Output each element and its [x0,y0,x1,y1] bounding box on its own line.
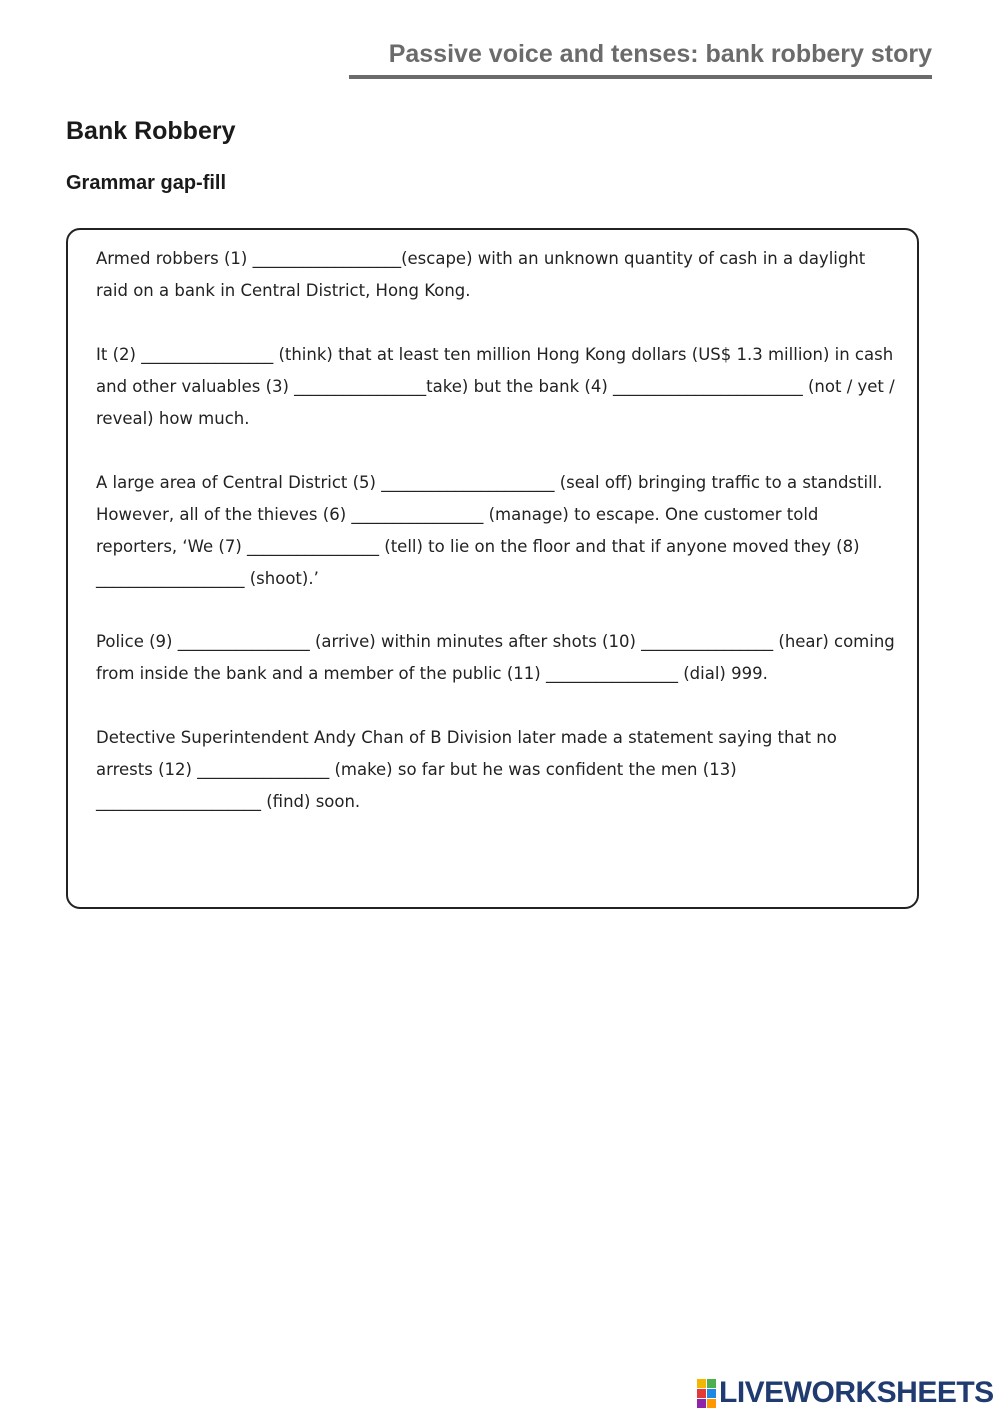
exercise-paragraph-4: Police (9) ________________ (arrive) within minutes after shots (10) ________________ (hear) coming from inside the bank and a member of the public (11) ________________ (dial) 999. [96,632,895,683]
logo-tile [697,1389,706,1398]
exercise-paragraph-5: Detective Superintendent Andy Chan of B Division later made a statement saying that no arrests (12) ________________ (make) so far but he was confident the men (13) ____________________ (find) soon. [96,728,837,811]
exercise-subtitle: Grammar gap-fill [66,172,227,194]
header-divider [349,75,932,79]
exercise-paragraph-3: A large area of Central District (5) _____________________ (seal off) bringing traffic to a standstill. However, all of the thieves (6) ________________ (manage) to escape. One customer told reporters, ‘We (7) ________________ (tell) to lie on the floor and that if anyone moved they (8) __________________ (shoot).’ [96,473,883,588]
liveworksheets-logo-icon [697,1379,716,1408]
exercise-paragraph-1: Armed robbers (1) __________________(escape) with an unknown quantity of cash in a daylight raid on a bank in Central District, Hong Kong. [96,249,866,300]
logo-tile [697,1379,706,1388]
page-title: Bank Robbery [66,117,236,145]
exercise-paragraph-2: It (2) ________________ (think) that at least ten million Hong Kong dollars (US$ 1.3 million) in cash and other valuables (3) ________________take) but the bank (4) _______________________ (not / yet / reveal) how much. [96,345,895,428]
logo-tile [707,1389,716,1398]
liveworksheets-logo[interactable] [697,1378,994,1408]
logo-tile [697,1399,706,1408]
logo-text: LIVEWORKSHEETS [719,1376,994,1409]
worksheet-header-title: Passive voice and tenses: bank robbery story [388,40,932,68]
logo-tile [707,1379,716,1388]
logo-tile [707,1399,716,1408]
